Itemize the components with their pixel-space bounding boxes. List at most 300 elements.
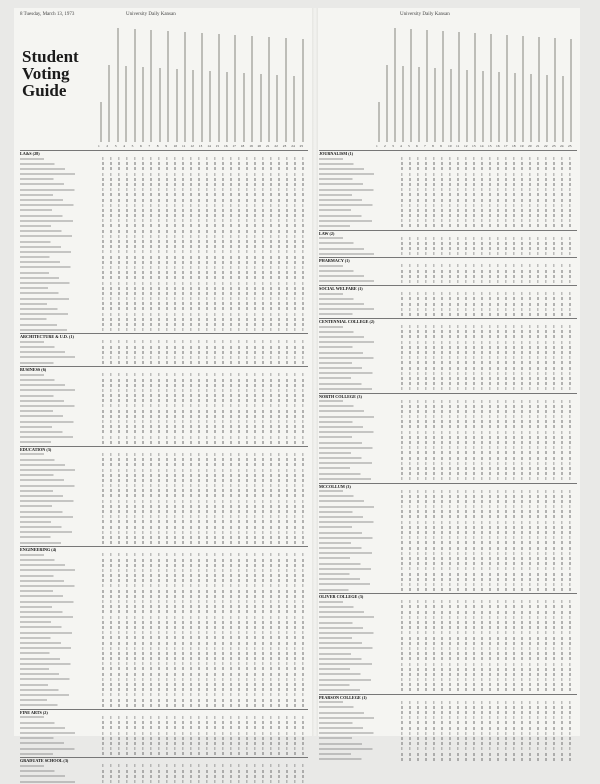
vote-marks: [102, 574, 306, 577]
vote-marks: [401, 209, 575, 212]
candidate-name-smudge: [20, 379, 100, 381]
vote-marks: [102, 183, 306, 186]
vote-marks: [401, 341, 575, 344]
vote-marks: [102, 610, 306, 613]
candidate-name-smudge: [319, 357, 399, 359]
vote-marks: [401, 410, 575, 413]
candidate-name-smudge: [319, 352, 399, 354]
vote-marks: [401, 472, 575, 475]
candidate-name-smudge: [319, 511, 399, 513]
title-line-3: Guide: [22, 81, 67, 100]
section-heading: MCCOLLUM (3): [319, 483, 577, 489]
candidate-name-smudge: [319, 209, 399, 211]
vote-marks: [102, 564, 306, 567]
question-column-header: [117, 28, 119, 142]
column-number: 22: [274, 144, 278, 148]
vote-marks: [401, 330, 575, 333]
vote-marks: [401, 500, 575, 503]
column-number: 8: [156, 144, 159, 148]
question-column-header: [260, 74, 262, 142]
folio-date: 8 Tuesday, March 13, 1973: [20, 12, 75, 17]
question-column-header: [386, 65, 388, 142]
candidate-name-smudge: [20, 770, 100, 772]
candidate-name-smudge: [20, 189, 100, 191]
section-heading: LAW (2): [319, 230, 577, 236]
candidate-name-smudge: [20, 163, 100, 165]
vote-marks: [102, 595, 306, 598]
vote-marks: [102, 616, 306, 619]
candidate-name-smudge: [319, 658, 399, 660]
candidate-name-smudge: [319, 689, 399, 691]
vote-marks: [401, 425, 575, 428]
column-number: 22: [544, 144, 548, 148]
candidate-name-smudge: [20, 722, 100, 724]
vote-marks: [102, 157, 306, 160]
candidate-name-smudge: [319, 606, 399, 608]
candidate-name-smudge: [20, 704, 100, 706]
question-column-header: [167, 31, 169, 142]
vote-marks: [401, 526, 575, 529]
vote-marks: [102, 245, 306, 248]
vote-marks: [102, 559, 306, 562]
candidate-name-smudge: [20, 329, 100, 331]
section-heading: CENTENNIAL COLLEGE (2): [319, 318, 577, 324]
vote-marks: [102, 214, 306, 217]
column-number: 12: [190, 144, 194, 148]
candidate-name-smudge: [319, 383, 399, 385]
candidate-name-smudge: [20, 642, 100, 644]
candidate-name-smudge: [20, 395, 100, 397]
candidate-name-smudge: [319, 611, 399, 613]
candidate-row: [319, 279, 577, 284]
vote-marks: [102, 458, 306, 461]
vote-marks: [401, 688, 575, 691]
candidate-name-smudge: [319, 400, 399, 402]
vote-marks: [102, 621, 306, 624]
question-column-header: [293, 76, 295, 142]
candidate-name-smudge: [319, 622, 399, 624]
candidate-name-smudge: [20, 256, 100, 258]
column-number: 14: [207, 144, 211, 148]
column-number: 5: [408, 144, 410, 148]
vote-marks: [401, 188, 575, 191]
candidate-row: [319, 223, 577, 228]
vote-marks: [102, 520, 306, 523]
vote-marks: [401, 204, 575, 207]
vote-marks: [102, 732, 306, 735]
vote-marks: [401, 477, 575, 480]
candidate-name-smudge: [319, 706, 399, 708]
vote-marks: [401, 405, 575, 408]
candidate-name-smudge: [20, 542, 100, 544]
column-number: 15: [215, 144, 220, 148]
candidate-name-smudge: [20, 220, 100, 222]
vote-marks: [102, 167, 306, 170]
candidate-name-smudge: [319, 663, 399, 665]
vote-marks: [102, 318, 306, 321]
question-column-header: [108, 65, 110, 142]
candidate-table-left: [20, 149, 308, 764]
vote-marks: [102, 489, 306, 492]
question-column-header: [159, 68, 161, 142]
vote-marks: [401, 431, 575, 434]
candidate-row: [20, 360, 308, 365]
vote-marks: [102, 688, 306, 691]
vote-marks: [102, 307, 306, 310]
candidate-name-smudge: [20, 536, 100, 538]
question-column-header: [125, 66, 127, 142]
candidate-name-smudge: [319, 346, 399, 348]
candidate-name-smudge: [319, 183, 399, 185]
candidate-name-smudge: [20, 225, 100, 227]
vote-marks: [102, 747, 306, 750]
column-number: 1: [376, 144, 378, 148]
vote-marks: [401, 573, 575, 576]
candidate-name-smudge: [319, 225, 399, 227]
candidate-name-smudge: [319, 717, 399, 719]
vote-marks: [401, 335, 575, 338]
candidate-name-smudge: [319, 668, 399, 670]
candidate-name-smudge: [20, 479, 100, 481]
vote-marks: [102, 600, 306, 603]
vote-marks: [102, 737, 306, 740]
candidate-name-smudge: [319, 601, 399, 603]
vote-marks: [102, 256, 306, 259]
candidate-name-smudge: [20, 405, 100, 407]
candidate-name-smudge: [20, 303, 100, 305]
candidate-name-smudge: [319, 753, 399, 755]
vote-marks: [102, 351, 306, 354]
vote-marks: [401, 531, 575, 534]
candidate-name-smudge: [20, 298, 100, 300]
candidate-name-smudge: [319, 568, 399, 570]
candidate-name-smudge: [20, 194, 100, 196]
candidate-name-smudge: [20, 684, 100, 686]
candidate-name-smudge: [20, 266, 100, 268]
page-fold: [312, 8, 318, 736]
question-column-header: [150, 30, 152, 142]
vote-marks: [102, 673, 306, 676]
question-column-header: [546, 75, 548, 142]
candidate-name-smudge: [319, 737, 399, 739]
vote-marks: [102, 536, 306, 539]
vote-marks: [102, 399, 306, 402]
vote-marks: [401, 313, 575, 316]
vote-marks: [401, 557, 575, 560]
candidate-name-smudge: [20, 464, 100, 466]
vote-marks: [102, 346, 306, 349]
vote-marks: [102, 302, 306, 305]
candidate-row: [319, 386, 577, 391]
vote-marks: [401, 642, 575, 645]
candidate-name-smudge: [319, 298, 399, 300]
question-column-header: [554, 38, 556, 142]
section-heading: PHARMACY (1): [319, 257, 577, 263]
vote-marks: [401, 467, 575, 470]
candidate-name-smudge: [319, 280, 399, 282]
vote-marks: [401, 711, 575, 714]
vote-marks: [102, 276, 306, 279]
candidate-name-smudge: [20, 168, 100, 170]
vote-marks: [401, 663, 575, 666]
question-column-header: [410, 29, 412, 142]
column-number: 15: [488, 144, 492, 148]
question-column-header: [474, 33, 476, 142]
candidate-name-smudge: [20, 384, 100, 386]
vote-marks: [401, 457, 575, 460]
vote-marks: [401, 758, 575, 761]
vote-marks: [401, 647, 575, 650]
candidate-name-smudge: [319, 331, 399, 333]
candidate-name-smudge: [319, 589, 399, 591]
candidate-name-smudge: [319, 727, 399, 729]
vote-marks: [102, 642, 306, 645]
candidate-name-smudge: [319, 431, 399, 433]
section-heading: NORTH COLLEGE (3): [319, 393, 577, 399]
candidate-name-smudge: [319, 653, 399, 655]
candidate-name-smudge: [319, 173, 399, 175]
candidate-name-smudge: [319, 362, 399, 364]
candidate-table-right: [319, 149, 577, 733]
vote-marks: [401, 420, 575, 423]
candidate-name-smudge: [319, 616, 399, 618]
candidate-name-smudge: [20, 775, 100, 777]
vote-marks: [401, 462, 575, 465]
candidate-name-smudge: [20, 531, 100, 533]
vote-marks: [102, 531, 306, 534]
question-column-header: [570, 39, 572, 142]
question-column-header: [538, 37, 540, 142]
column-number: 20: [257, 144, 262, 148]
vote-marks: [401, 515, 575, 518]
candidate-name-smudge: [20, 590, 100, 592]
column-number: 17: [232, 144, 236, 148]
vote-marks: [102, 219, 306, 222]
question-column-header: [514, 73, 516, 142]
question-column-header: [482, 71, 484, 142]
vote-marks: [401, 747, 575, 750]
column-number: 13: [472, 144, 476, 148]
candidate-name-smudge: [20, 400, 100, 402]
candidate-name-smudge: [319, 495, 399, 497]
candidate-name-smudge: [20, 575, 100, 577]
column-number: 18: [512, 144, 516, 148]
question-column-header: [218, 34, 220, 142]
vote-marks: [401, 683, 575, 686]
question-column-header: [285, 38, 287, 142]
vote-marks: [401, 668, 575, 671]
candidate-name-smudge: [20, 611, 100, 613]
vote-marks: [401, 737, 575, 740]
column-number: 5: [131, 144, 134, 148]
vote-marks: [102, 553, 306, 556]
title-line-2: Voting: [22, 64, 70, 83]
question-column-header: [450, 69, 452, 142]
candidate-name-smudge: [20, 287, 100, 289]
candidate-row: [319, 587, 577, 592]
vote-marks: [401, 451, 575, 454]
candidate-name-smudge: [319, 462, 399, 464]
candidate-name-smudge: [319, 632, 399, 634]
vote-marks: [401, 510, 575, 513]
vote-marks: [102, 188, 306, 191]
vote-marks: [401, 173, 575, 176]
vote-marks: [102, 505, 306, 508]
section-heading: EDUCATION (3): [20, 446, 308, 452]
candidate-name-smudge: [319, 521, 399, 523]
candidate-name-smudge: [319, 642, 399, 644]
candidate-name-smudge: [319, 647, 399, 649]
candidate-name-smudge: [319, 679, 399, 681]
candidate-name-smudge: [319, 270, 399, 272]
vote-marks: [401, 400, 575, 403]
vote-marks: [102, 240, 306, 243]
vote-marks: [401, 242, 575, 245]
candidate-name-smudge: [20, 511, 100, 513]
vote-marks: [102, 193, 306, 196]
candidate-name-smudge: [20, 178, 100, 180]
candidate-name-smudge: [319, 189, 399, 191]
candidate-name-smudge: [319, 220, 399, 222]
vote-marks: [401, 521, 575, 524]
candidate-name-smudge: [319, 500, 399, 502]
candidate-name-smudge: [319, 748, 399, 750]
vote-marks: [401, 162, 575, 165]
candidate-name-smudge: [319, 627, 399, 629]
candidate-name-smudge: [20, 716, 100, 718]
vote-marks: [102, 699, 306, 702]
vote-marks: [102, 479, 306, 482]
question-column-header: [466, 70, 468, 142]
vote-marks: [102, 384, 306, 387]
vote-marks: [102, 441, 306, 444]
vote-marks: [102, 541, 306, 544]
vote-marks: [102, 224, 306, 227]
candidate-name-smudge: [20, 485, 100, 487]
question-column-header: [418, 67, 420, 142]
candidate-name-smudge: [20, 689, 100, 691]
question-column-header: [394, 28, 396, 142]
column-number: 9: [440, 144, 442, 148]
candidate-name-smudge: [20, 554, 100, 556]
candidate-name-smudge: [319, 557, 399, 559]
candidate-name-smudge: [319, 532, 399, 534]
vote-marks: [102, 775, 306, 778]
column-number: 4: [400, 144, 402, 148]
candidate-name-smudge: [20, 441, 100, 443]
candidate-row: [319, 251, 577, 256]
vote-marks: [401, 552, 575, 555]
vote-marks: [401, 600, 575, 603]
vote-marks: [401, 588, 575, 591]
vote-marks: [401, 652, 575, 655]
candidate-name-smudge: [20, 727, 100, 729]
vote-marks: [102, 199, 306, 202]
vote-marks: [401, 753, 575, 756]
vote-marks: [102, 356, 306, 359]
candidate-name-smudge: [20, 235, 100, 237]
vote-marks: [102, 704, 306, 707]
candidate-name-smudge: [319, 163, 399, 165]
candidate-name-smudge: [319, 158, 399, 160]
vote-marks: [102, 209, 306, 212]
section-heading: GRADUATE SCHOOL (3): [20, 757, 308, 763]
candidate-name-smudge: [319, 405, 399, 407]
question-column-header: [243, 73, 245, 142]
vote-marks: [102, 742, 306, 745]
candidate-name-smudge: [319, 722, 399, 724]
question-column-header: [268, 37, 270, 142]
candidate-name-smudge: [20, 564, 100, 566]
candidate-name-smudge: [20, 474, 100, 476]
vote-marks: [102, 569, 306, 572]
vote-marks: [401, 325, 575, 328]
candidate-name-smudge: [319, 372, 399, 374]
vote-marks: [401, 280, 575, 283]
candidate-name-smudge: [319, 341, 399, 343]
vote-marks: [102, 726, 306, 729]
candidate-name-smudge: [20, 647, 100, 649]
candidate-name-smudge: [319, 673, 399, 675]
question-column-header: [142, 67, 144, 142]
candidate-name-smudge: [20, 308, 100, 310]
explanation-note: [319, 22, 374, 140]
section-heading: PEARSON COLLEGE (1): [319, 694, 577, 700]
vote-marks: [401, 621, 575, 624]
candidate-name-smudge: [20, 209, 100, 211]
candidate-name-smudge: [20, 282, 100, 284]
column-number: 19: [520, 144, 524, 148]
vote-marks: [401, 490, 575, 493]
candidate-name-smudge: [20, 324, 100, 326]
vote-marks: [102, 636, 306, 639]
vote-marks: [102, 313, 306, 316]
candidate-name-smudge: [20, 748, 100, 750]
vote-marks: [102, 721, 306, 724]
vote-marks: [401, 547, 575, 550]
masthead-left: University Daily Kansan: [126, 12, 176, 17]
vote-marks: [401, 292, 575, 295]
candidate-name-smudge: [20, 431, 100, 433]
candidate-name-smudge: [319, 308, 399, 310]
vote-marks: [401, 701, 575, 704]
question-column-header: [184, 32, 186, 142]
vote-marks: [102, 474, 306, 477]
candidate-name-smudge: [319, 452, 399, 454]
candidate-name-smudge: [20, 500, 100, 502]
candidate-name-smudge: [20, 585, 100, 587]
column-number: 1: [98, 144, 100, 148]
candidate-row: [20, 779, 308, 784]
candidate-name-smudge: [20, 595, 100, 597]
candidate-name-smudge: [319, 537, 399, 539]
candidate-name-smudge: [319, 326, 399, 328]
candidate-name-smudge: [319, 253, 399, 255]
candidate-name-smudge: [20, 436, 100, 438]
vote-marks: [102, 204, 306, 207]
vote-marks: [401, 578, 575, 581]
candidate-name-smudge: [20, 673, 100, 675]
candidate-name-smudge: [20, 346, 100, 348]
vote-marks: [102, 683, 306, 686]
candidate-name-smudge: [20, 569, 100, 571]
vote-marks: [102, 235, 306, 238]
vote-marks: [401, 308, 575, 311]
vote-marks: [102, 394, 306, 397]
vote-marks: [102, 173, 306, 176]
column-number: 21: [266, 144, 270, 148]
candidate-name-smudge: [20, 341, 100, 343]
